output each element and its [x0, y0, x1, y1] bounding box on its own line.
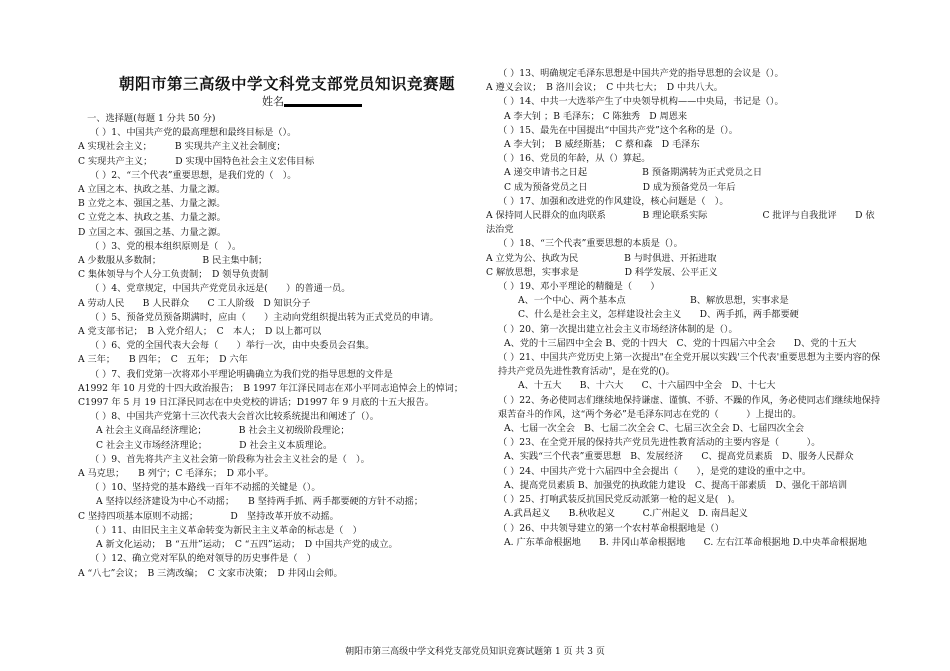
question-line: A、提高党员素质 B、加强党的执政能力建设 C、提高干部素质 D、强化干部培训	[504, 479, 848, 491]
right-column	[486, 67, 882, 550]
question-line: （ ）11、由旧民主主义革命转变为新民主主义革命的标志是（ ）	[90, 524, 362, 536]
question-line: C 实现共产主义； D 实现中国特色社会主义宏伟目标	[78, 155, 315, 167]
question-line: A、党的十三届四中全会 B、党的十四大 C、党的十四届六中全会 D、党的十五大	[504, 337, 857, 349]
question-line: A、实践“三个代表”重要思想 B、发展经济 C、提高党员素质 D、服务人民群众	[504, 451, 854, 463]
question-line: （ ）10、坚持党的基本路线一百年不动摇的关键是（）。	[90, 482, 321, 494]
name-label: 姓名	[262, 95, 284, 108]
question-line: （ ）18、“三个代表”重要思想的本质是（）。	[498, 238, 683, 250]
question-line: C 立党之本、执政之基、力量之源。	[78, 212, 226, 224]
question-line: （ ）20、第一次提出建立社会主义市场经济体制的是（）。	[498, 323, 738, 335]
question-line: A 李大钊 ；B 毛泽东； C 陈独秀 D 周恩来	[504, 110, 688, 122]
question-line: （ ）12、确立党对军队的绝对领导的历史事件是（ ）	[90, 553, 316, 565]
question-line: A 三年； B 四年； C 五年； D 六年	[78, 354, 248, 366]
question-line: 一、选择题(每题 1 分共 50 分)	[78, 113, 216, 124]
page-footer: 朝阳市第三高级中学文科党支部党员知识竞赛试题第 1 页 共 3 页	[345, 647, 605, 657]
question-line: （ ）25、打响武装反抗国民党反动派第一枪的起义是( )。	[498, 494, 741, 506]
question-line: A 立国之本、执政之基、力量之源。	[78, 184, 226, 196]
question-line: （ ）6、党的全国代表大会每（ ）举行一次，由中央委员会召集。	[90, 340, 375, 352]
question-line: A 李大钊； B 威经斯基； C 蔡和森 D 毛泽东	[504, 139, 700, 151]
question-line: A 实现社会主义； B 实现共产主义社会制度；	[78, 141, 286, 153]
right-question-list	[486, 67, 882, 550]
question-line: （ ）16、党员的年龄，从（）算起。	[498, 153, 651, 165]
question-line: （ ）22、务必使同志们继续地保持谦虚、谨慎、不骄、不躁的作风，务必使同志们继续地保持艰苦奋斗的作风，这“两个务必”是毛泽东同志在党的（ ）上提出的。	[498, 394, 881, 420]
name-blank	[284, 104, 362, 107]
question-line: （ ）14、中共一大选举产生了中央领导机构——中央局，书记是（）。	[498, 96, 784, 108]
question-line: A 递交申请书之日起 B 预备期满转为正式党员之日	[504, 167, 763, 179]
question-line: A 社会主义商品经济理论； B 社会主义初级阶段理论；	[96, 425, 350, 437]
question-line: A “八七”会议； B 三湾改编； C 文家市决策； D 井冈山会师。	[78, 567, 343, 579]
question-line: （ ）4、党章规定，中国共产党党员永远是( ）的普通一员。	[90, 283, 351, 295]
page-title: 朝阳市第三高级中学文科党支部党员知识竞赛题	[118, 75, 455, 93]
question-line: （ ）2、“三个代表”重要思想，是我们党的（ ）。	[90, 169, 297, 181]
question-line: A 马克思； B 列宁；C 毛泽东； D 邓小平。	[78, 468, 274, 480]
question-line: C 成为预备党员之日 D 成为预备党员一年后	[504, 181, 736, 193]
question-line: A 新文化运动； B “五卅”运动； C “五四”运动； D 中国共产党的成立。	[96, 539, 398, 551]
question-line: A 劳动人民 B 人民群众 C 工人阶级 D 知识分子	[78, 297, 311, 309]
question-line: （ ）7、我们党第一次将邓小平理论明确确立为我们党的指导思想的文件是	[90, 368, 393, 380]
question-line: A 坚持以经济建设为中心不动摇； B 坚持两手抓、两手都要硬的方针不动摇；	[96, 496, 424, 508]
question-line: （ ）24、中国共产党十六届四中全会提出（ ），是党的建设的重中之中。	[498, 465, 812, 477]
question-line: A 党支部书记； B 入党介绍人； C 本人； D 以上都可以	[78, 326, 322, 338]
question-line: C 坚持四项基本原则不动摇； D 坚持改革开放不动摇。	[78, 510, 339, 522]
question-line: （ ）21、中国共产党历史上第一次提出"在全党开展以实践'三个代表'重要思想为主要内容的保持共产党员先进性教育活动"，是在党的()。	[498, 352, 881, 378]
question-line: （ ）8、中国共产党第十三次代表大会首次比较系统提出和阐述了（）。	[90, 411, 379, 423]
question-line: B 立党之本、强国之基、力量之源。	[78, 198, 226, 210]
question-line: （ ）13、明确规定毛泽东思想是中国共产党的指导思想的会议是（）。	[498, 68, 784, 79]
question-line: （ ）5、预备党员预备期满时，应由（ ）主动向党组织提出转为正式党员的申请。	[90, 311, 439, 323]
question-line: （ ）26、中共领导建立的第一个农村革命根据地是（）	[498, 522, 724, 534]
question-line: A1992 年 10 月党的十四大政治报告； B 1997 年江泽民同志在邓小平同志追悼会上的悼词；	[78, 382, 464, 394]
question-line: A 立党为公、执政为民 B 与时俱进、开拓进取	[486, 252, 717, 264]
left-question-list	[78, 112, 476, 581]
question-line: C1997 年 5 月 19 日江泽民同志在中央党校的讲话；D1997 年 9 月底的十五大报告。	[78, 397, 434, 409]
question-line: （ ）23、在全党开展的保持共产党员先进性教育活动的主要内容是（ ）。	[498, 437, 821, 449]
question-line: A. 广东革命根据地 B. 井冈山革命根据地 C. 左右江革命根据地 D.中央革命根据地	[504, 536, 867, 548]
question-line: （ ）9、首先将共产主义社会第一阶段称为社会主义社会的是（ ）。	[90, 453, 370, 465]
question-line: （ ）1、中国共产党的最高理想和最终目标是（）。	[90, 127, 297, 139]
question-line: A 保持同人民群众的血肉联系 B 理论联系实际 C 批评与自我批评 D 依法治党	[486, 210, 875, 236]
question-line: A 少数服从多数制； B 民主集中制；	[78, 255, 268, 267]
left-column	[78, 74, 476, 581]
name-row	[148, 94, 476, 110]
question-line: A.武昌起义 B.秋收起义 C.广州起义 D. 南昌起义	[504, 508, 748, 520]
question-line: C 社会主义市场经济理论； D 社会主义本质理论。	[96, 439, 333, 451]
question-line: C 解放思想，实事求是 D 科学发展、公平正义	[486, 266, 718, 278]
question-line: （ ）15、最先在中国提出“中国共产党”这个名称的是（）。	[498, 124, 738, 136]
question-line: A、一个中心、两个基本点 B、解放思想，实事求是	[518, 295, 789, 307]
question-line: （ ）19、邓小平理论的精髓是（ ）	[498, 281, 660, 293]
question-line: C、什么是社会主义，怎样建设社会主义 D、两手抓，两手都要硬	[518, 309, 799, 321]
question-line: A、十五大 B、十六大 C、十六届四中全会 D、十七大	[518, 380, 776, 392]
question-line: （ ）3、党的根本组织原则是（ ）。	[90, 240, 242, 252]
question-line: C 集体领导与个人分工负责制； D 领导负责制	[78, 269, 269, 281]
question-line: A、七届一次全会 B、七届二次全会 C、七届三次全会 D、七届四次全会	[504, 423, 805, 435]
question-line: （ ）17、加强和改进党的作风建设，核心问题是（ ）。	[498, 195, 729, 207]
question-line: D 立国之本、强国之基、力量之源。	[78, 226, 227, 238]
question-line: A 遵义会议； B 洛川会议； C 中共七大； D 中共八大。	[486, 82, 723, 94]
